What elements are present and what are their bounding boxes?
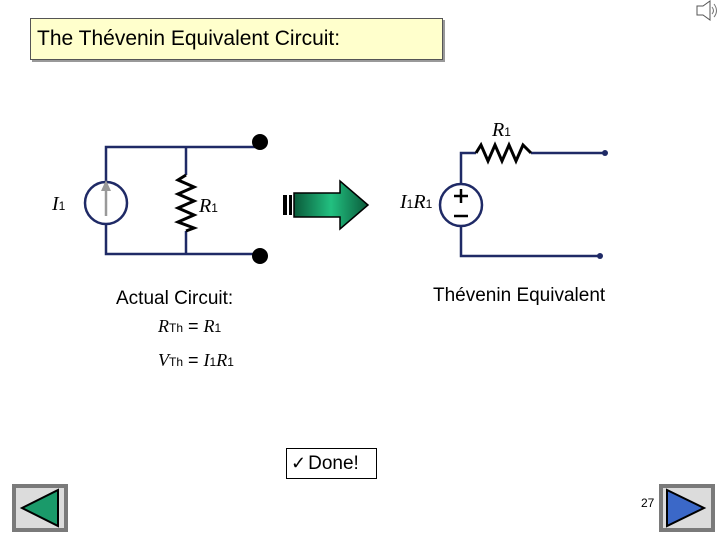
resistor-left xyxy=(178,175,194,231)
rth-equation: RTh = R1 xyxy=(158,316,222,336)
back-button[interactable] xyxy=(12,484,68,532)
slide-title: The Thévenin Equivalent Circuit: xyxy=(30,18,443,60)
current-source-label: I1 xyxy=(52,193,66,215)
resistor-left-label: R1 xyxy=(199,195,218,217)
bottom-wire xyxy=(106,223,260,254)
th-terminal-top xyxy=(602,150,608,156)
terminal-bottom xyxy=(252,248,268,264)
done-box xyxy=(286,448,377,479)
vth-equation: VTh = I1R1 xyxy=(158,350,234,370)
th-terminal-bottom xyxy=(597,253,603,259)
current-source xyxy=(85,180,127,224)
transform-arrow-icon xyxy=(283,181,368,229)
voltage-source-label: I1R1 xyxy=(400,191,433,213)
done-label: Done! xyxy=(308,453,359,474)
check-icon: ✓ xyxy=(291,453,307,473)
th-bottom-wire xyxy=(461,227,600,256)
actual-circuit xyxy=(106,147,260,254)
terminal-top xyxy=(252,134,268,150)
resistor-right-label: R1 xyxy=(492,119,511,141)
voltage-source xyxy=(440,184,482,226)
thevenin-caption: Thévenin Equivalent xyxy=(433,285,606,306)
speaker-icon[interactable] xyxy=(697,1,717,20)
resistor-right xyxy=(476,145,531,161)
forward-button[interactable] xyxy=(659,484,715,532)
actual-circuit-caption: Actual Circuit: xyxy=(116,288,234,309)
page-number: 27 xyxy=(641,496,655,510)
th-top-left-wire xyxy=(461,153,476,184)
